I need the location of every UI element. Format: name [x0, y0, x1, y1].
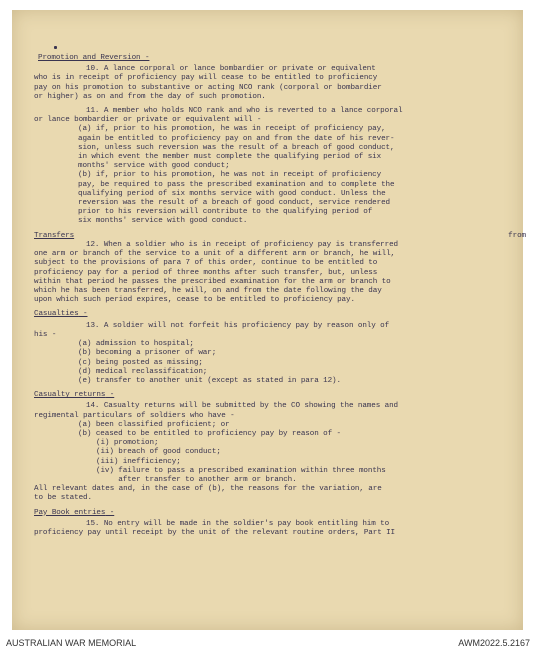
list-item: (iii) inefficiency; — [96, 457, 181, 466]
heading-promotion: Promotion and Reversion - — [38, 54, 150, 62]
list-item: (a) admission to hospital; — [78, 340, 194, 349]
archive-source: AUSTRALIAN WAR MEMORIAL — [6, 638, 137, 648]
list-item: (a) been classified proficient; or — [78, 420, 230, 429]
list-item: (c) being posted as missing; — [78, 358, 203, 367]
paragraph-11a: (a) if, prior to his promotion, he was in receipt of proficiency pay, again be entitled to proficiency pay on and from the date of his rever- sion, unless such reversion was the result of a breach of good conduct, in which event the member must complete the qualifying period of six months' service with good conduct; — [78, 125, 395, 171]
list-item: (i) promotion; — [96, 439, 159, 448]
archive-reference: AWM2022.5.2167 — [458, 638, 530, 648]
heading-casualties: Casualties - — [34, 310, 88, 319]
punch-mark — [54, 46, 57, 49]
list-item: (iv) failure to pass a prescribed examination within three months — [96, 466, 386, 475]
list-item: (b) ceased to be entitled to proficiency pay by reason of - — [78, 429, 341, 438]
document-body — [34, 50, 526, 543]
heading-pay-book: Pay Book entries - — [34, 508, 115, 517]
margin-note-from: from — [508, 231, 526, 240]
heading-casualty-returns: Casualty returns - — [34, 391, 115, 400]
heading-transfers: Transfers — [34, 231, 75, 240]
paragraph-14-items — [78, 421, 514, 439]
paragraph-14-subitems — [96, 439, 514, 485]
paragraph-15: 15. No entry will be made in the soldier's pay book entitling him to proficiency pay until receipt by the unit of the relevant routine orders, Part II — [34, 519, 396, 537]
paragraph-11b: (b) if, prior to his promotion, he was not in receipt of proficiency pay, be required to pass the prescribed examination and to complete the qualifying period of six months service with good conduct. Unless the reversion was the result of a breach of good conduct, service rendered prior to his reversion will contribute to the qualifying period of six months' service with good conduct. — [78, 171, 395, 226]
document-page — [12, 10, 526, 630]
paragraph-13: 13. A soldier will not forfeit his proficiency pay by reason only of his - (a) admission to hospital; (b) becoming a prisoner of war; (c) being posted as missing; (d) medical reclassification; (e) transfer to another unit (except as stated in para 12). — [34, 322, 514, 386]
paragraph-11: 11. A member who holds NCO rank and who is reverted to a lance corporal or lance bombardier or private or equivalent will - (a) if, prior to his promotion, he was in receipt of proficiency pay, again be entitled to proficiency pay on and from the date of his rever- sion, unless such reversion was the result of a breach of good conduct, in which event the member must complete the qualifying period of six months' service with good conduct; (b) if, prior to his promotion, he was not in receipt of proficiency pay, be required to pass the prescribed examination and to complete the qualifying period of six months service with good conduct. Unless the reversion was the result of a breach of good conduct, service rendered prior to his reversion will contribute to the qualifying period of six months' service with good conduct. — [34, 107, 514, 227]
list-item: (e) transfer to another unit (except as stated in para 12). — [78, 376, 341, 385]
paragraph-14: 14. Casualty returns will be submitted by the CO showing the names and regimental particulars of soldiers who have - (a) been classified proficient; or (b) ceased to be entitled to proficiency pay by reason of - (i) promotion; (ii) breach of good conduct; (iii) inefficiency; (iv) failure to pass a prescribed examination within three months after transfer to another arm or branch. All relevant dates and, in the case of (b), the reasons for the variation, are to be stated. — [34, 402, 514, 503]
list-item: (d) medical reclassification; — [78, 367, 208, 376]
list-item: (ii) breach of good conduct; — [96, 448, 221, 457]
archive-footer — [0, 634, 536, 653]
paragraph-10: 10. A lance corporal or lance bombardier or private or equivalent who is in receipt of proficiency pay will cease to be entitled to proficiency pay on his promotion to substantive or acting NCO rank (corporal or bombardier or higher) as on and from the day of such promotion. — [34, 65, 382, 101]
list-item: (b) becoming a prisoner of war; — [78, 349, 217, 358]
paragraph-13-items — [78, 340, 514, 386]
list-item: after transfer to another arm or branch. — [96, 475, 297, 484]
paragraph-12: from 12. When a soldier who is in receipt of proficiency pay is transferred one arm or branch of the service to a unit of a different arm or branch, he will, subject to the provisions of para 7 of this order, continue to be entitled to proficiency pay for a period of three months after such transfer, but, unless within that period he passes the prescribed examination for the arm or branch to which he has been transferred, he will, on and from the date following the day upon which such period expires, cease to be entitled to proficiency pay. — [34, 231, 526, 305]
